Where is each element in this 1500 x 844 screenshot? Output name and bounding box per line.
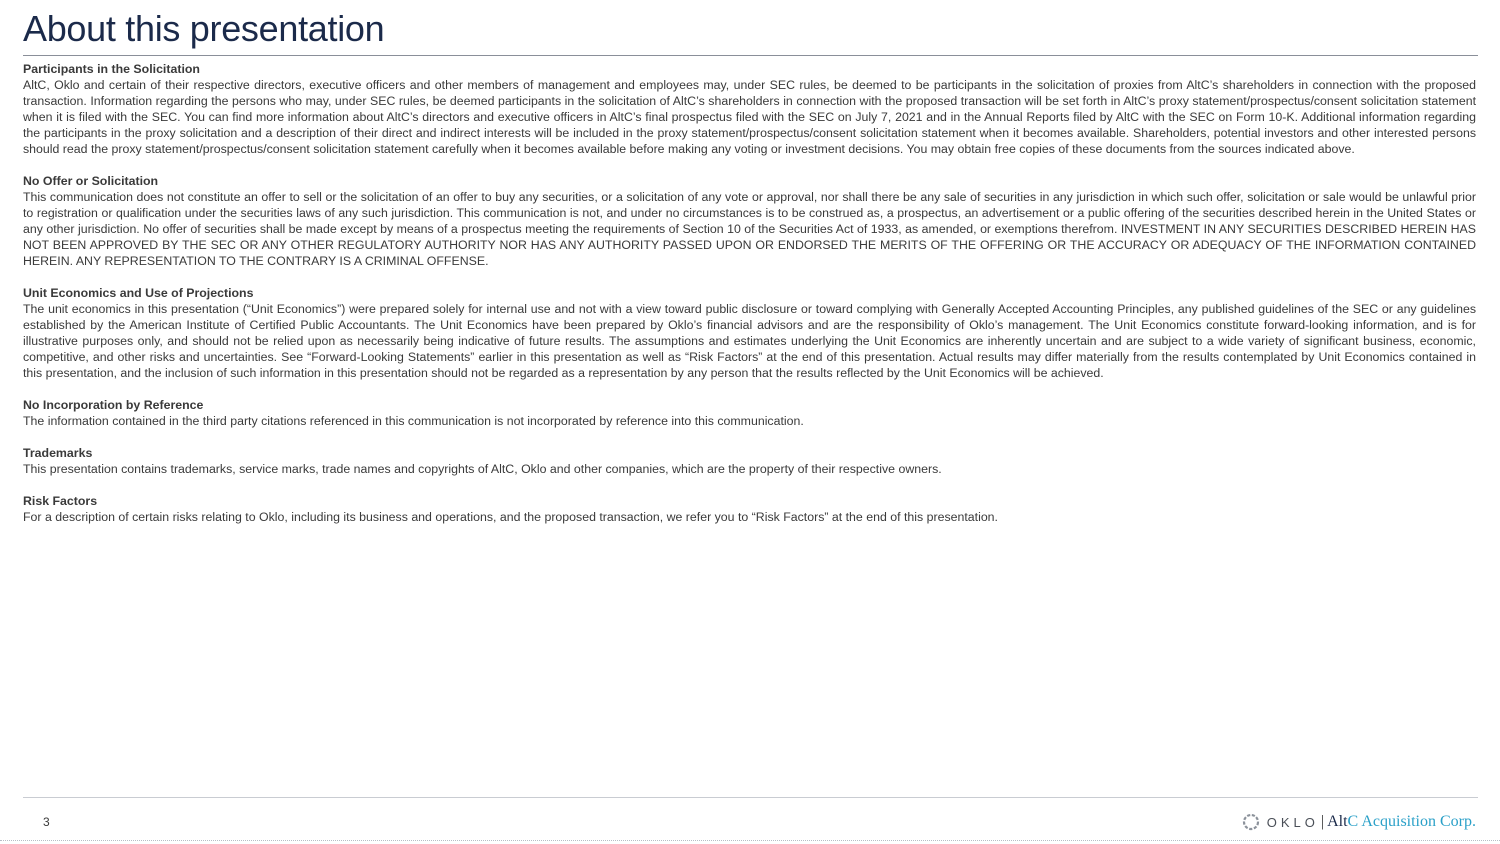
footer-divider xyxy=(23,797,1478,798)
section-participants xyxy=(23,61,1476,157)
section-body: The unit economics in this presentation (“Unit Economics”) were prepared solely for internal use and not with a view toward public disclosure or toward complying with Generally Accepted Accounting Principles, any published guidelines of the SEC or any guidelines established by the American Institute of Certified Public Accountants. The Unit Economics have been prepared by Oklo’s financial advisors and are the responsibility of Oklo’s management. The Unit Economics constitute forward-looking information, and is for illustrative purposes only, and should not be relied upon as necessarily being indicative of future results. The assumptions and estimates underlying the Unit Economics are inherently uncertain and are subject to a wide variety of significant business, economic, competitive, and other risks and uncertainties. See “Forward-Looking Statements” earlier in this presentation as well as “Risk Factors” at the end of this presentation. Actual results may differ materially from the results contemplated by Unit Economics contained in this presentation, and the inclusion of such information in this presentation should not be regarded as a representation by any person that the results reflected by the Unit Economics will be achieved. xyxy=(23,302,1476,380)
oklo-ring-icon xyxy=(1241,812,1261,832)
section-heading: Participants in the Solicitation xyxy=(23,62,200,76)
acquisition-corp-wordmark: C Acquisition Corp. xyxy=(1347,813,1476,830)
title-divider xyxy=(23,55,1478,56)
section-heading: No Offer or Solicitation xyxy=(23,174,159,188)
section-heading: Trademarks xyxy=(23,446,93,460)
altc-wordmark: Alt xyxy=(1327,813,1348,830)
section-risk-factors xyxy=(23,493,1476,525)
disclaimer-content xyxy=(23,61,1476,541)
section-body: This presentation contains trademarks, service marks, trade names and copyrights of AltC, Oklo and other companies, which are the property of their respective owners. xyxy=(23,462,942,476)
section-body: The information contained in the third party citations referenced in this communication is not incorporated by reference into this communication. xyxy=(23,414,804,428)
company-logo xyxy=(1241,810,1476,834)
section-no-incorporation xyxy=(23,397,1476,429)
section-body: AltC, Oklo and certain of their respective directors, executive officers and other members of management and employees may, under SEC rules, be deemed to be participants in the solicitation of proxies from AltC’s shareholders in connection with the proposed transaction. Information regarding the persons who may, under SEC rules, be deemed participants in the solicitation of AltC’s shareholders in connection with the proposed transaction will be set forth in AltC’s proxy statement/prospectus/consent solicitation statement when it is filed with the SEC. You can find more information about AltC’s directors and executive officers in AltC’s final prospectus filed with the SEC on July 7, 2021 and in the Annual Reports filed by AltC with the SEC on Form 10-K. Additional information regarding the participants in the proxy solicitation and a description of their direct and indirect interests will be included in the proxy statement/prospectus/consent solicitation statement when it becomes available. Shareholders, potential investors and other interested persons should read the proxy statement/prospectus/consent solicitation statement carefully when it becomes available before making any voting or investment decisions. You may obtain free copies of these documents from the sources indicated above. xyxy=(23,78,1476,156)
section-body: For a description of certain risks relating to Oklo, including its business and operations, and the proposed transaction, we refer you to “Risk Factors” at the end of this presentation. xyxy=(23,510,998,524)
page-number: 3 xyxy=(43,815,50,829)
page-title: About this presentation xyxy=(23,8,385,49)
bottom-dotted-border xyxy=(0,840,1500,841)
section-heading: Risk Factors xyxy=(23,494,98,508)
section-heading: Unit Economics and Use of Projections xyxy=(23,286,254,300)
section-body: This communication does not constitute an offer to sell or the solicitation of an offer to buy any securities, or a solicitation of any vote or approval, nor shall there be any sale of securities in any jurisdiction in which such offer, solicitation or sale would be unlawful prior to registration or qualification under the securities laws of any such jurisdiction. This communication is not, and under no circumstances is to be construed as, a prospectus, an advertisement or a public offering of the securities described herein in the United States or any other jurisdiction. No offer of securities shall be made except by means of a prospectus meeting the requirements of Section 10 of the Securities Act of 1933, as amended, or exemptions therefrom. INVESTMENT IN ANY SECURITIES DESCRIBED HEREIN HAS NOT BEEN APPROVED BY THE SEC OR ANY OTHER REGULATORY AUTHORITY NOR HAS ANY AUTHORITY PASSED UPON OR ENDORSED THE MERITS OF THE OFFERING OR THE ACCURACY OR ADEQUACY OF THE INFORMATION CONTAINED HEREIN. ANY REPRESENTATION TO THE CONTRARY IS A CRIMINAL OFFENSE. xyxy=(23,190,1476,268)
section-unit-economics xyxy=(23,285,1476,381)
logo-separator: | xyxy=(1320,813,1325,830)
section-heading: No Incorporation by Reference xyxy=(23,398,204,412)
oklo-wordmark: OKLO xyxy=(1266,814,1319,830)
section-trademarks xyxy=(23,445,1476,477)
section-no-offer xyxy=(23,173,1476,269)
